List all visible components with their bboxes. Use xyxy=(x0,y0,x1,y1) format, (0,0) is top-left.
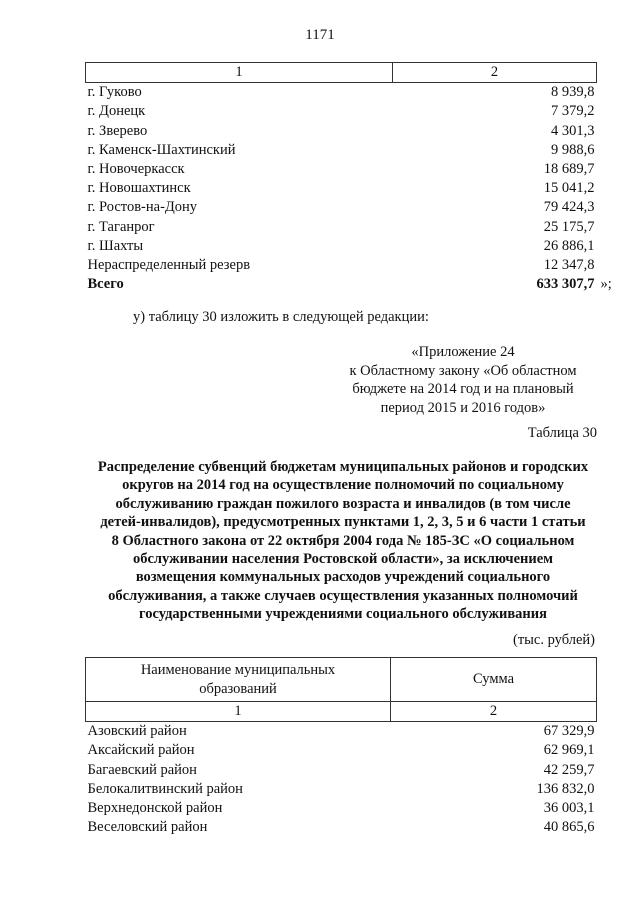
appendix-line: к Областному закону «Об областном xyxy=(349,362,577,379)
column-number-1: 1 xyxy=(86,63,393,83)
row-value: 8 939,8 xyxy=(551,84,595,101)
row-name: Веселовский район xyxy=(87,819,208,836)
heading-line: Распределение субвенций бюджетам муниципальных районов и городских xyxy=(97,459,589,475)
table-row xyxy=(86,160,597,179)
heading-line: 8 Областного закона от 22 октября 2004 года № 185-ЗС «О социальном xyxy=(111,532,575,549)
row-name: г. Новошахтинск xyxy=(87,180,191,197)
table-row xyxy=(86,237,597,256)
row-value: 136 832,0 xyxy=(536,780,595,797)
header-sum-column: Сумма xyxy=(391,658,597,702)
row-value: 26 886,1 xyxy=(543,237,595,254)
table-row xyxy=(86,122,597,141)
table-row xyxy=(86,818,597,837)
total-label: Всего xyxy=(87,276,124,293)
heading-line: обслуживания, а также случаев осуществления указанных полномочий xyxy=(108,587,578,604)
column-number-2: 2 xyxy=(391,702,597,722)
row-name: г. Шахты xyxy=(87,237,144,254)
row-name: г. Донецк xyxy=(87,103,146,120)
appendix-reference xyxy=(320,343,606,418)
allocation-table-cities xyxy=(85,62,612,294)
total-row xyxy=(86,275,597,294)
table-row xyxy=(86,83,597,103)
row-name: Азовский район xyxy=(87,723,187,740)
page-number: 1171 xyxy=(305,27,335,43)
row-name: Багаевский район xyxy=(87,761,197,778)
appendix-line: бюджете на 2014 год и на плановый xyxy=(352,381,574,398)
heading-line: обслуживании населения Ростовской области», за исключением xyxy=(132,551,554,568)
table-row xyxy=(86,179,597,198)
row-value: 7 379,2 xyxy=(551,103,595,120)
table-row xyxy=(86,102,597,121)
row-name: г. Новочеркасск xyxy=(87,161,185,178)
row-value: 36 003,1 xyxy=(543,800,595,817)
row-value: 40 865,6 xyxy=(543,819,595,836)
row-name: г. Каменск-Шахтинский xyxy=(87,141,236,158)
table-row xyxy=(86,761,597,780)
row-value: 4 301,3 xyxy=(551,122,595,139)
total-amount: 633 307,7 xyxy=(536,276,595,293)
heading-line: обслуживанию граждан пожилого возраста и инвалидов (в том числе xyxy=(115,495,571,512)
allocation-table-districts xyxy=(85,657,597,837)
row-name: г. Ростов-на-Дону xyxy=(87,199,198,216)
units-label: (тыс. рублей) xyxy=(513,632,595,648)
amendment-instruction: у) таблицу 30 изложить в следующей редакции: xyxy=(133,309,429,325)
table-row xyxy=(86,198,597,217)
table-row xyxy=(86,722,597,742)
row-value: 67 329,9 xyxy=(543,723,595,740)
appendix-line: период 2015 и 2016 годов» xyxy=(380,400,546,417)
row-name: Белокалитвинский район xyxy=(87,780,243,797)
row-value: 12 347,8 xyxy=(543,257,595,274)
row-value: 15 041,2 xyxy=(543,180,595,197)
table-row xyxy=(86,141,597,160)
row-name: г. Гуково xyxy=(87,84,142,101)
heading-line: государственными учреждениями социального обслуживания xyxy=(139,606,547,623)
row-name: г. Зверево xyxy=(87,122,148,139)
row-name: г. Таганрог xyxy=(87,218,155,235)
row-value: 62 969,1 xyxy=(543,742,595,759)
column-number-1: 1 xyxy=(86,702,391,722)
header-line: образований xyxy=(199,680,277,697)
row-value: 42 259,7 xyxy=(543,761,595,778)
row-value: 25 175,7 xyxy=(543,218,595,235)
appendix-line: «Приложение 24 xyxy=(411,344,515,360)
table-row xyxy=(86,799,597,818)
heading-line: округов на 2014 год на осуществление полномочий по социальному xyxy=(122,477,564,494)
header-name-column xyxy=(86,658,391,702)
column-number-2: 2 xyxy=(393,63,597,83)
table-heading xyxy=(80,458,606,624)
table-row xyxy=(86,256,597,275)
heading-line: детей-инвалидов), предусмотренных пунктами 1, 2, 3, 5 и 6 части 1 статьи xyxy=(100,514,586,531)
row-value: 79 424,3 xyxy=(543,199,595,216)
row-value: 9 988,6 xyxy=(551,141,595,158)
table-row xyxy=(86,780,597,799)
heading-line: возмещения коммунальных расходов учреждений социального xyxy=(135,569,551,586)
table-row xyxy=(86,741,597,760)
table-header-row xyxy=(86,658,597,702)
header-line: Наименование муниципальных xyxy=(140,662,336,678)
table-row xyxy=(86,218,597,237)
row-value: 18 689,7 xyxy=(543,161,595,178)
closing-quote: »; xyxy=(600,276,612,293)
row-name: Верхнедонской район xyxy=(87,800,223,817)
row-name: Аксайский район xyxy=(87,742,195,759)
total-value xyxy=(393,275,612,294)
table-label: Таблица 30 xyxy=(527,425,597,441)
column-numbers-row xyxy=(86,702,597,722)
row-name: Нераспределенный резерв xyxy=(87,257,251,274)
table-header-row xyxy=(86,63,597,83)
